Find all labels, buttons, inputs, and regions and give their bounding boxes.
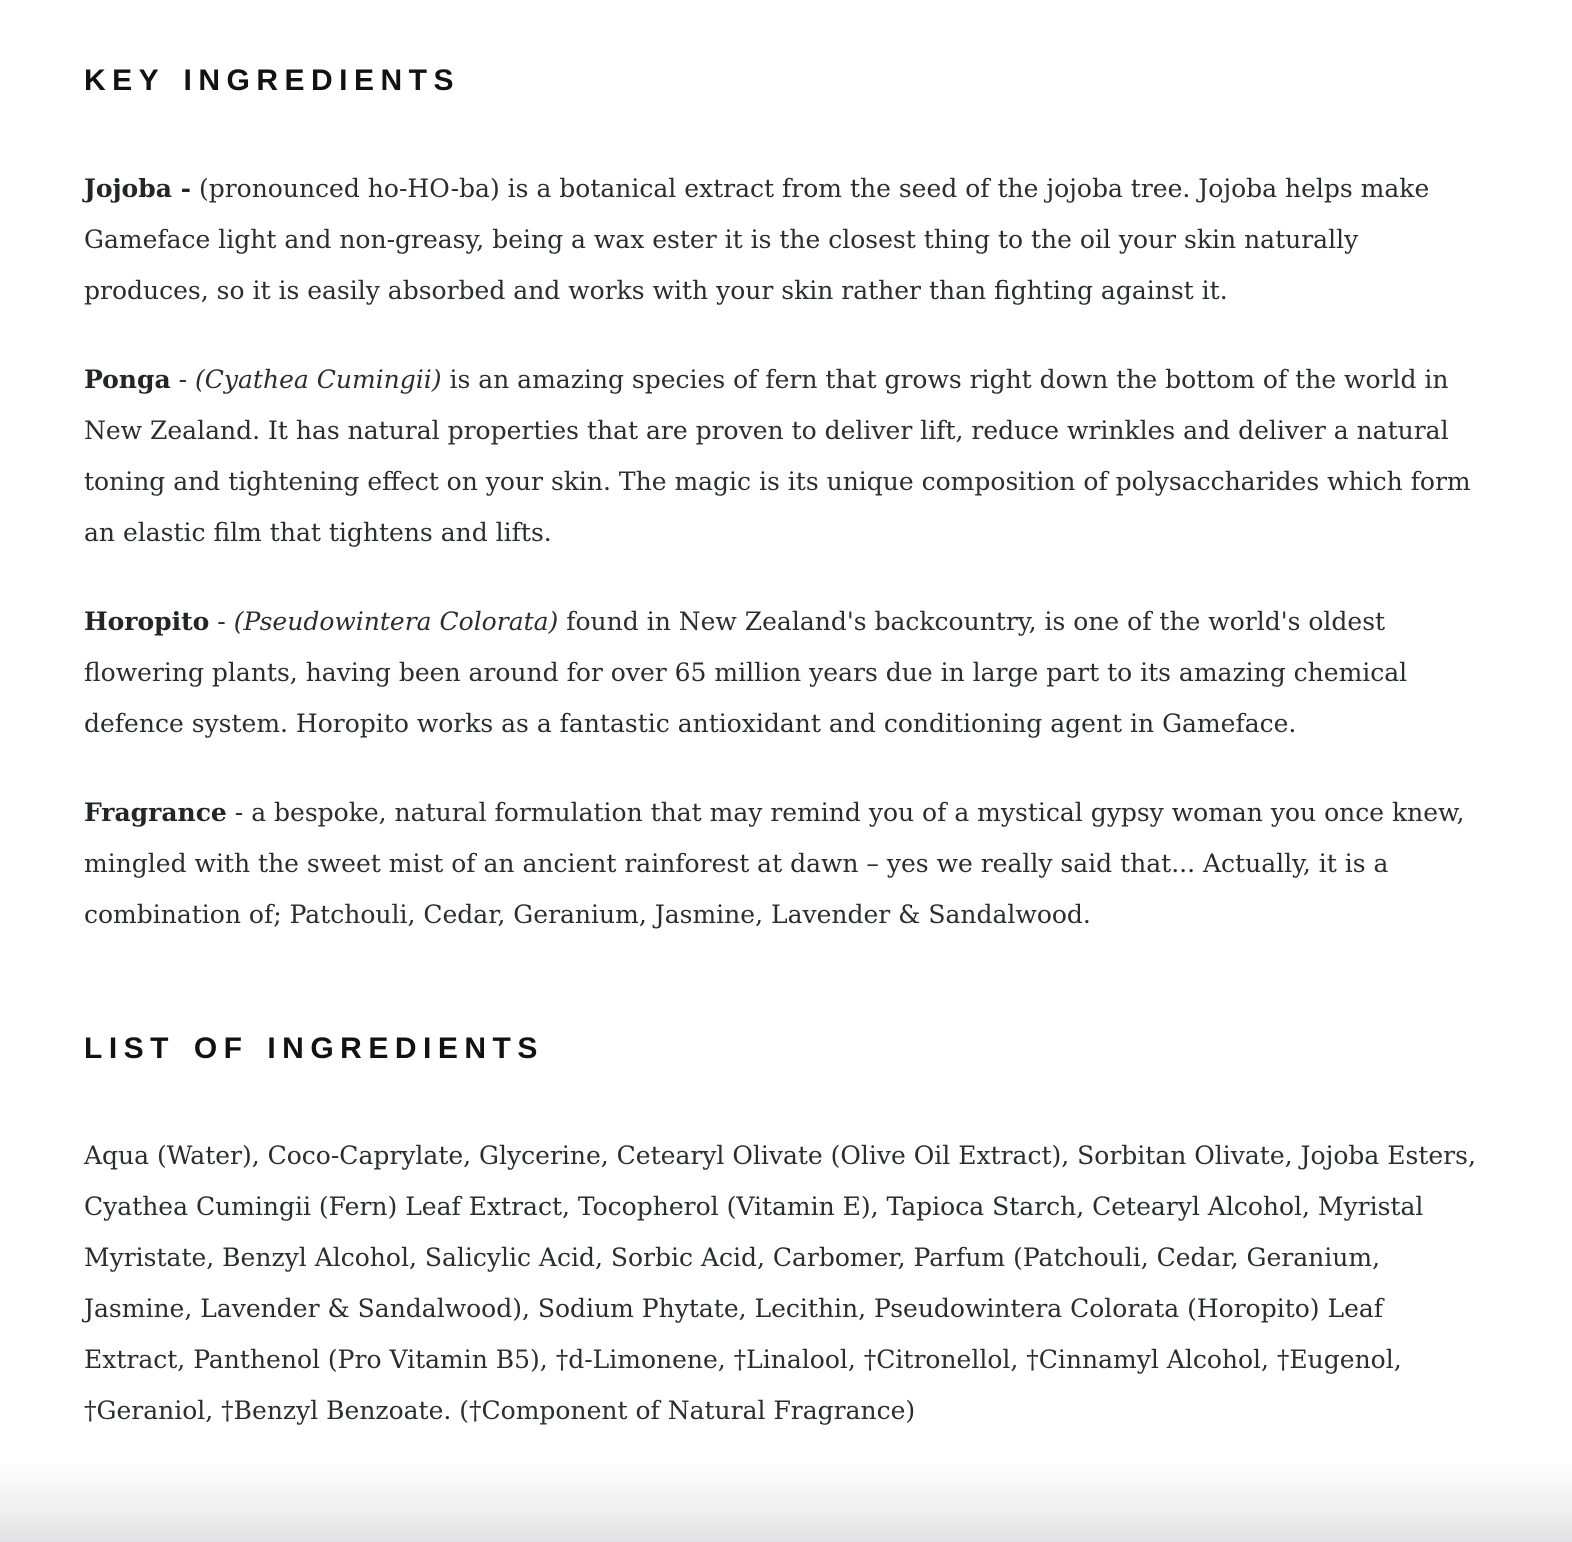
ingredient-name: Ponga [84,364,171,394]
ingredient-paragraph-fragrance [84,787,1488,940]
ingredient-description: (pronounced ho-HO-ba) is a botanical extract from the seed of the jojoba tree. Jojoba helps make Gameface light and non-greasy, being a wax ester it is the closest thing to the oil your skin naturally produces, so it is easily absorbed and works with your skin rather than fighting against it. [84,173,1430,305]
ingredient-description: is an amazing species of fern that grows right down the bottom of the world in New Zealand. It has natural properties that are proven to deliver lift, reduce wrinkles and deliver a natural toning and tightening effect on your skin. The magic is its unique composition of polysaccharides which form an elastic film that tightens and lifts. [84,364,1471,547]
list-of-ingredients-heading: LIST OF INGREDIENTS [84,1031,544,1065]
section-bottom-shadow [0,1460,1572,1542]
ingredient-separator: - [170,364,196,394]
key-ingredients-heading: KEY INGREDIENTS [84,64,460,97]
ingredient-separator [191,174,199,203]
ingredient-name: Horopito [84,606,210,636]
ingredient-description: found in New Zealand's backcountry, is one of the world's oldest flowering plants, having been around for over 65 million years due in large part to its amazing chemical defence system. Horopito works as a fantastic antioxidant and conditioning agent in Gameface. [84,606,1408,738]
ingredient-paragraph-horopito [84,596,1488,749]
ingredient-description: a bespoke, natural formulation that may remind you of a mystical gypsy woman you once knew, mingled with the sweet mist of an ancient rainforest at dawn – yes we really said that... Actually, it is a combination of; Patchouli, Cedar, Geranium, Jasmine, Lavender & Sandalwood. [84,797,1465,929]
ingredient-name: Fragrance [84,797,227,827]
ingredient-paragraph-ponga [84,354,1488,558]
ingredient-name: Jojoba - [84,173,191,203]
ingredient-separator: - [209,606,234,636]
ingredient-separator: - [226,797,252,827]
ingredient-latin-name: (Cyathea Cumingii) [195,364,442,394]
ingredient-latin-name: (Pseudowintera Colorata) [233,606,559,636]
full-ingredients-list: Aqua (Water), Coco-Caprylate, Glycerine, Cetearyl Olivate (Olive Oil Extract), Sorbitan Olivate, Jojoba Esters, Cyathea Cumingii (Fern) Leaf Extract, Tocopherol (Vitamin E), Tapioca Starch, Cetearyl Alcohol, Myristal Myristate, Benzyl Alcohol, Salicylic Acid, Sorbic Acid, Carbomer, Parfum (Patchouli, Cedar, Geranium, Jasmine, Lavender & Sandalwood), Sodium Phytate, Lecithin, Pseudowintera Colorata (Horopito) Leaf Extract, Panthenol (Pro Vitamin B5), †d-Limonene, †Linalool, †Citronellol, †Cinnamyl Alcohol, †Eugenol, †Geraniol, †Benzyl Benzoate. (†Component of Natural Fragrance) [84,1141,1476,1425]
ingredient-paragraph-jojoba [84,163,1488,316]
